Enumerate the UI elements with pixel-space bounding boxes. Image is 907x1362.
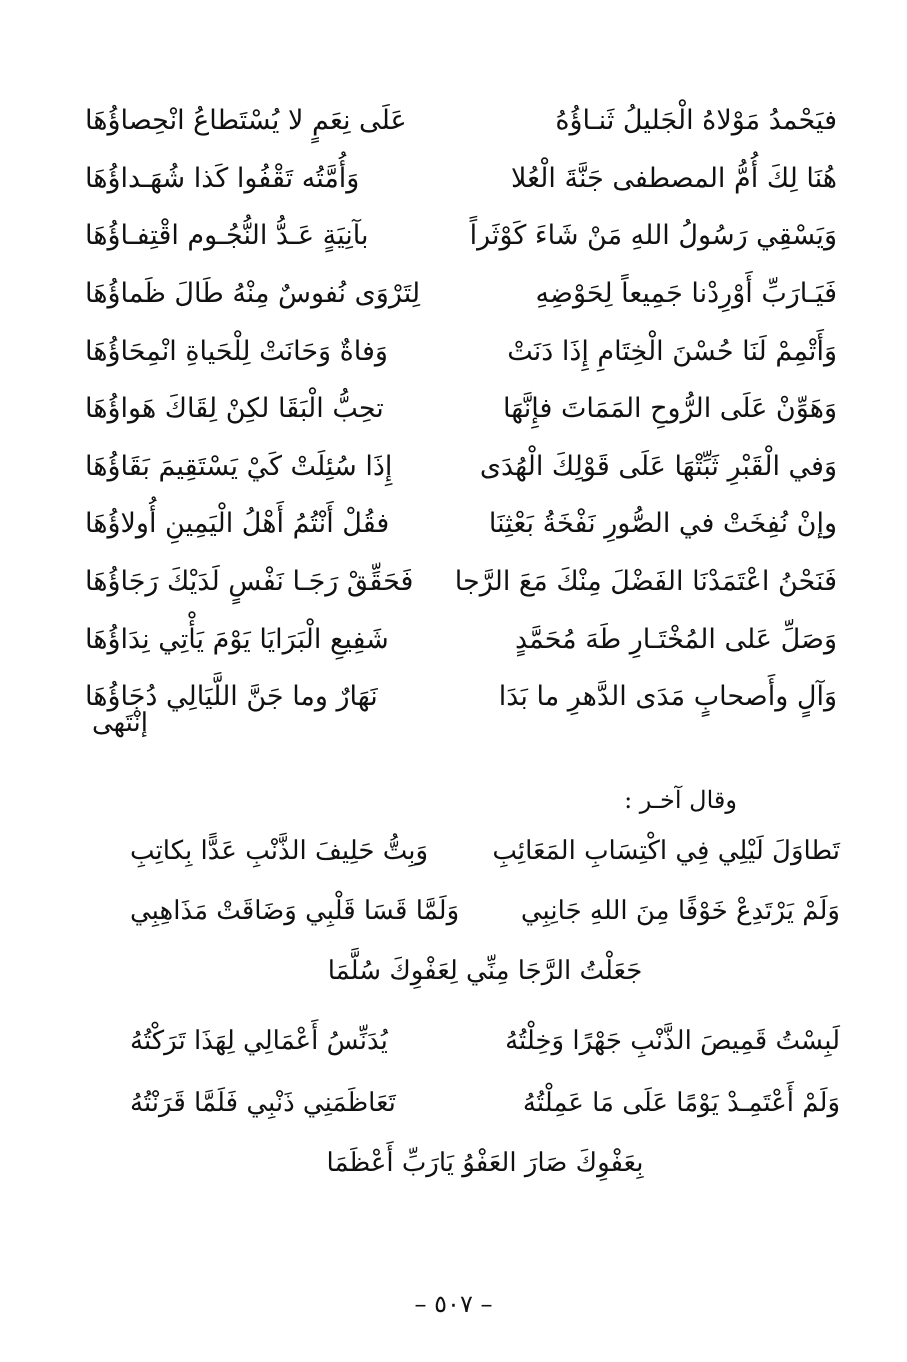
verse-first-hemistich: فَنَحْنُ اعْتَمَدْنَا الفَضْلَ مِنْكَ مَعَ الرَّجا: [454, 566, 837, 598]
verse-row: [130, 1090, 840, 1116]
verse-second-hemistich: وَلَمَّا قَسَا قَلْبِي وَضَاقَتْ مَذَاهِبِي: [130, 896, 460, 926]
centered-verse: بِعَفْوِكَ صَارَ العَفْوُ يَارَبِّ أَعْظَمَا: [326, 1148, 644, 1178]
verse-second-hemistich: عَلَى نِعَمٍ لا يُسْتَطاعُ انْحِصاؤُهَا: [85, 105, 407, 137]
verse-second-hemistich: نَهَارٌ وما جَنَّ اللَّيَالِي دُجَاؤُهَا: [85, 681, 378, 713]
verse-second-hemistich: لِتَرْوَى نُفوسٌ مِنْهُ طَالَ ظَماؤُهَا: [85, 278, 421, 310]
verse-second-hemistich: فقُلْ أَنْتُمُ أَهْلُ الْيَمِينِ أُولاؤُهَا: [85, 508, 390, 540]
verse-first-hemistich: وَلَمْ أَعْتَمِـدْ يَوْمًا عَلَى مَا عَمِلْتُهُ: [522, 1088, 840, 1118]
verse-second-hemistich: يُدَنِّسُ أَعْمَالِي لِهَذَا تَرَكْتُهُ: [130, 1026, 388, 1056]
verse-first-hemistich: وَلَمْ يَرْتَدِعْ خَوْفًا مِنَ اللهِ جَانِبِي: [520, 896, 840, 926]
verse-first-hemistich: وإنْ نُفِخَتْ في الصُّورِ نَفْخَةُ بَعْثِنَا: [488, 508, 837, 540]
verse-second-hemistich: إِذَا سُئِلَتْ كَيْ يَسْتَقِيمَ بَقَاؤُهَا: [85, 450, 393, 482]
verse-first-hemistich: تَطاوَلَ لَيْلِي فِي اكْتِسَابِ المَعَائِبِ: [492, 836, 840, 866]
verse-second-hemistich: تَعَاظَمَنِي ذَنْبِي فَلَمَّا قَرَنْتُهُ: [130, 1088, 396, 1118]
verse-second-hemistich: بآنِيَةٍ عَـدُّ النُّجُـوم اقْتِفـاؤُهَا: [85, 220, 369, 252]
verse-row: [130, 1028, 840, 1054]
centered-verse: جَعَلْتُ الرَّجَا مِنِّي لِعَفْوِكَ سُلَّمَا: [327, 956, 643, 986]
verse-second-hemistich: وَبِتُّ حَلِيفَ الذَّنْبِ عَدًّا بِكاتِبِ: [130, 836, 429, 866]
verse-first-hemistich: فيَحْمدُ مَوْلاهُ الْجَليلُ ثَنـاؤُهُ: [555, 105, 837, 137]
verse-first-hemistich: وَيَسْقِي رَسُولُ اللهِ مَنْ شَاءَ كَوْثَراً: [469, 220, 837, 252]
verse-first-hemistich: لَبِسْتُ قَمِيصَ الذَّنْبِ جَهْرًا وَخِلْتُهُ: [505, 1026, 840, 1056]
verse-first-hemistich: وَآلٍ وأَصحابٍ مَدَى الدَّهرِ ما بَدَا: [498, 681, 837, 713]
verse-row: [130, 838, 840, 864]
verse-second-hemistich: وَفاةٌ وَحَانَتْ لِلْحَياةِ انْمِحَاؤُهَا: [85, 335, 388, 367]
verse-first-hemistich: وَفي الْقَبْرِ ثَبِّتْهَا عَلَى قَوْلِكَ الْهُدَى: [479, 450, 837, 482]
verse-second-hemistich: وَأُمَّتُه تَقْفُوا كَذا شُهَـداؤُهَا: [85, 162, 360, 194]
verse-first-hemistich: هُنَا لِكَ أُمُّ المصطفى جَنَّةَ الْعُلا: [511, 162, 837, 194]
verse-second-hemistich: فَحَقِّقْ رَجَـا نَفْسٍ لَدَيْكَ رَجَاؤُهَا: [85, 566, 414, 598]
verse-second-hemistich: شَفِيعِ الْبَرَايَا يَوْمَ يَأْتِي نِدَاؤُهَا: [85, 623, 389, 655]
poem-section-2: [130, 0, 840, 1362]
verse-first-hemistich: وَأَتْمِمْ لَنَا حُسْنَ الْخِتَامِ إِذَا دَنَتْ: [507, 335, 837, 367]
verse-second-hemistich: تحِبُّ الْبَقَا لكِنْ لِقَاكَ هَواؤُهَا: [85, 393, 384, 425]
verse-row: [130, 898, 840, 924]
verse-first-hemistich: فَيَـارَبِّ أَوْرِدْنا جَمِيعاً لِحَوْضِهِ: [535, 278, 837, 310]
closing-word: إنْتَهى: [92, 708, 148, 738]
section-intro: وقال آخـر :: [624, 786, 737, 814]
verse-first-hemistich: وَصَلِّ عَلى المُخْتَـارِ طَهَ مُحَمَّدٍ: [514, 623, 837, 655]
page-number: – ٥٠٧ –: [414, 1290, 493, 1318]
verse-first-hemistich: وَهَوِّنْ عَلَى الرُّوحِ المَمَاتَ فإِنَّهَا: [503, 393, 837, 425]
